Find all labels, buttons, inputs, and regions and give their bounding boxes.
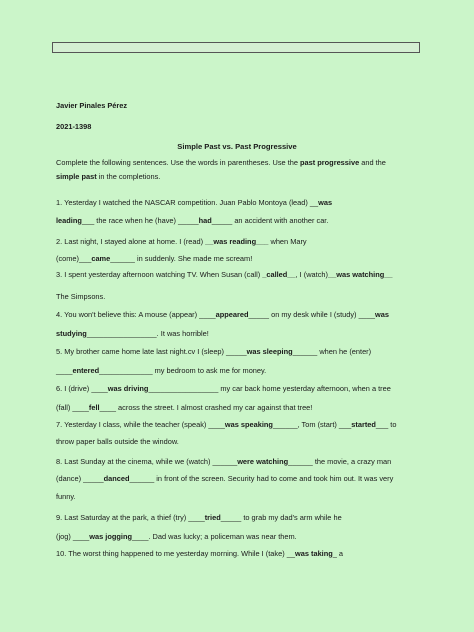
exercise-line — [56, 347, 371, 356]
sentence-text: 10. The worst thing happened to me yesterday morning. While I (take) __ — [56, 549, 295, 558]
answer-text: fell — [88, 403, 100, 412]
sentence-text: 9. Last Saturday at the park, a thief (try) ____ — [56, 513, 205, 522]
exercise-line — [56, 420, 396, 429]
sentence-text: ___ the race when he (have) _____ — [81, 216, 199, 225]
answer-text: was jogging — [89, 532, 132, 541]
exercise-line — [56, 437, 179, 446]
student-name: Javier Pinales Pérez — [56, 101, 128, 110]
exercise-line — [56, 513, 342, 522]
sentence-text: ______, Tom (start) ___ — [272, 420, 352, 429]
exercise-line — [56, 329, 209, 338]
exercise-line — [56, 549, 343, 558]
answer-text: tried — [204, 513, 221, 522]
instructions-line-2: simple past in the completions. — [56, 172, 161, 181]
answer-text: was taking — [294, 549, 333, 558]
sentence-text: 6. I (drive) ____ — [56, 384, 108, 393]
sentence-text: 2. Last night, I stayed alone at home. I (read) — [56, 237, 206, 246]
exercise-line — [56, 216, 328, 225]
exercise-line — [56, 292, 105, 301]
page-title: Simple Past vs. Past Progressive — [177, 142, 297, 151]
answer-text: _called__ — [262, 270, 296, 279]
answer-text: came — [91, 254, 111, 263]
answer-text: were watching — [237, 457, 289, 466]
answer-text: appeared — [215, 310, 249, 319]
answer-text: danced — [103, 474, 130, 483]
sentence-text: funny. — [56, 492, 76, 501]
sentence-text: _____ on my desk while I (study) ____ — [248, 310, 376, 319]
answer-text: started — [351, 420, 376, 429]
answer-text: was sleeping — [246, 347, 293, 356]
sentence-text: ______ in front of the screen. Security had to come and took him out. It was very — [129, 474, 394, 483]
sentence-text: ____. Dad was lucky; a policeman was near them. — [131, 532, 297, 541]
sentence-text: when Mary — [268, 237, 307, 246]
sentence-text: _ a — [332, 549, 344, 558]
exercise-line — [56, 403, 312, 412]
exercise-line — [56, 474, 393, 483]
exercise-line — [56, 457, 391, 466]
sentence-text: 8. Last Sunday at the cinema, while we (watch) ______ — [56, 457, 238, 466]
student-id: 2021-1398 — [56, 122, 92, 131]
sentence-text: , I (watch) — [295, 270, 328, 279]
sentence-text: ______ when he (enter) — [292, 347, 372, 356]
sentence-text: _____________ my bedroom to ask me for money. — [99, 366, 267, 375]
sentence-text: 7. Yesterday I class, while the teacher (speak) ____ — [56, 420, 225, 429]
exercise-line — [56, 532, 297, 541]
sentence-text: throw paper balls outside the window. — [56, 437, 179, 446]
answer-text: was driving — [107, 384, 149, 393]
sentence-text: 1. Yesterday I watched the NASCAR competition. Juan Pablo Montoya (lead) __ — [56, 198, 319, 207]
exercise-line — [56, 198, 332, 207]
instructions-line-1: Complete the following sentences. Use the words in parentheses. Use the past progressive and the — [56, 158, 386, 167]
answer-text: had — [198, 216, 212, 225]
sentence-text: The Simpsons. — [56, 292, 106, 301]
sentence-text: _____ an accident with another car. — [211, 216, 329, 225]
sentence-text: 4. You won't believe this: A mouse (appear) ____ — [56, 310, 216, 319]
sentence-text: _________________ my car back home yesterday afternoon, when a tree — [148, 384, 391, 393]
sentence-text: _________________. It was horrible! — [86, 329, 209, 338]
exercise-line — [56, 254, 252, 263]
sentence-text: (dance) _____ — [56, 474, 104, 483]
answer-text: entered — [72, 366, 100, 375]
sentence-text: 5. My brother came home late last night.cv I (sleep) _____ — [56, 347, 247, 356]
sentence-text: (jog) ____ — [56, 532, 90, 541]
exercise-line — [56, 366, 266, 375]
answer-text: studying — [56, 329, 87, 338]
sentence-text: (fall) ____ — [56, 403, 89, 412]
exercise-line — [56, 237, 307, 246]
answer-text: __was watching__ — [327, 270, 393, 279]
sentence-text: ______ the movie, a crazy man — [288, 457, 392, 466]
sentence-text: ______ in suddenly. She made me scream! — [110, 254, 253, 263]
sentence-text: _____ to grab my dad's arm while he — [220, 513, 342, 522]
sentence-text: 3. I spent yesterday afternoon watching TV. When Susan (call) — [56, 270, 263, 279]
sentence-text: (come)___ — [56, 254, 92, 263]
answer-text: was — [318, 198, 333, 207]
sentence-text: ____ — [56, 366, 73, 375]
answer-text: was — [375, 310, 390, 319]
sentence-text: ____ across the street. I almost crashed my car against that tree! — [99, 403, 313, 412]
answer-text: was speaking — [224, 420, 273, 429]
exercise-line — [56, 270, 392, 279]
header-bar — [52, 42, 420, 53]
sentence-text: ___ to — [375, 420, 397, 429]
exercise-line — [56, 310, 389, 319]
exercise-line — [56, 492, 76, 501]
answer-text: leading — [56, 216, 82, 225]
answer-text: __was reading___ — [205, 237, 269, 246]
exercise-line — [56, 384, 391, 393]
